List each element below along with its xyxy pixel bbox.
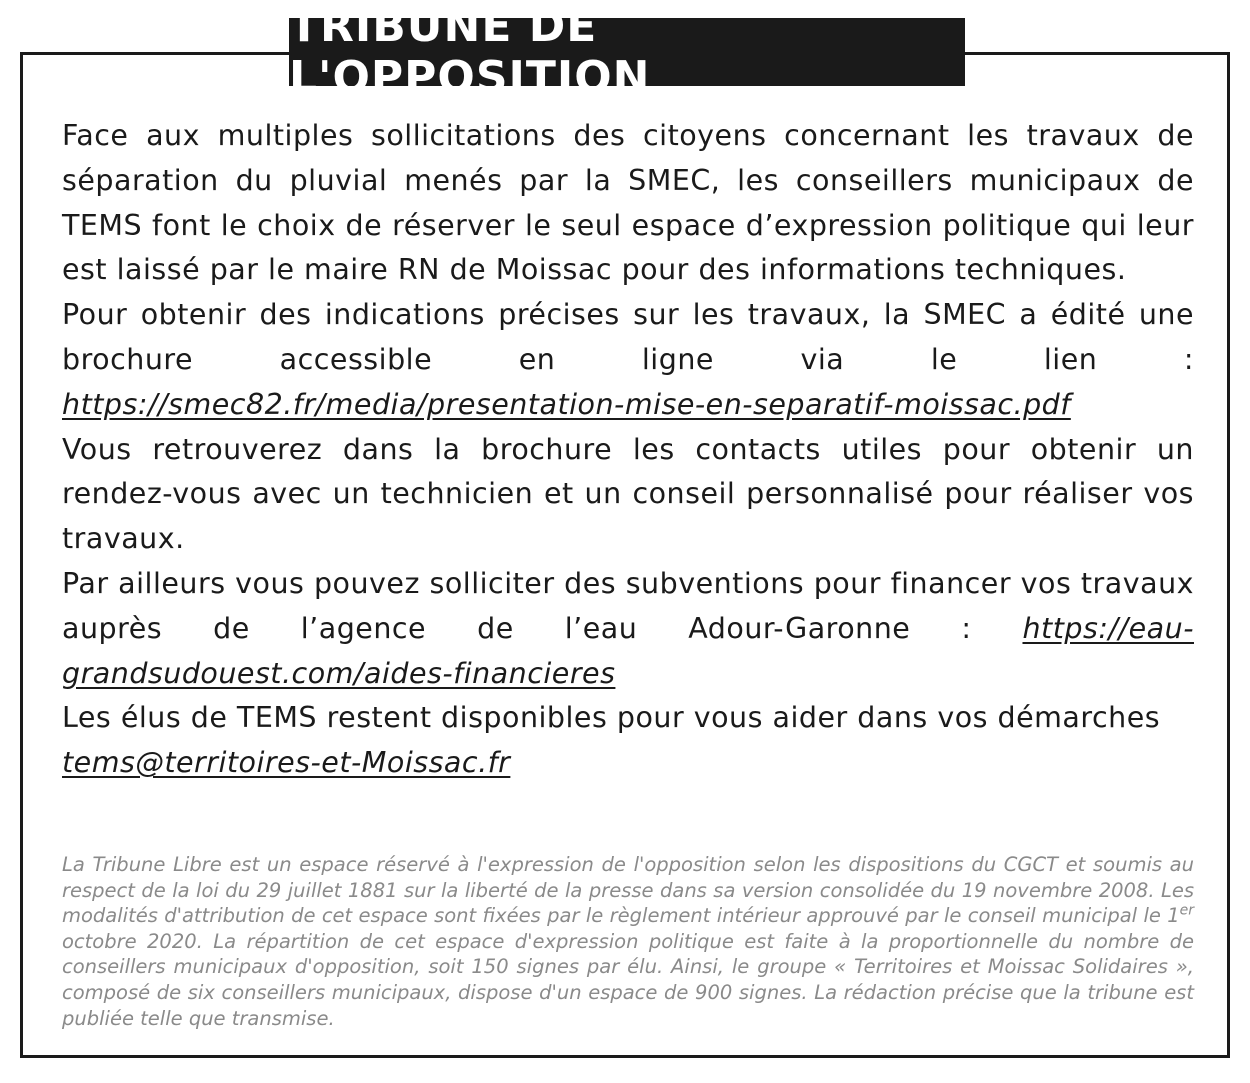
paragraph-contact-email: Les élus de TEMS restent disponibles pour vous aider dans vos démarches tems@territoires-et-Moissac.fr	[62, 701, 1161, 780]
subsidies-link[interactable]: https://eau-grandsudouest.com/aides-financieres	[62, 611, 1194, 690]
smec-brochure-link[interactable]: https://smec82.fr/media/presentation-mise-en-separatif-moissac.pdf	[62, 387, 1071, 421]
tems-email-link[interactable]: tems@territoires-et-Moissac.fr	[62, 746, 511, 780]
page-title: TRIBUNE DE L'OPPOSITION	[289, 18, 965, 86]
paragraph-subsidies: Par ailleurs vous pouvez solliciter des subventions pour financer vos travaux auprès de l’agence de l’eau Adour-Garonne : https://eau-grandsudouest.com/aides-financieres	[62, 566, 1194, 690]
legal-notice: La Tribune Libre est un espace réservé à l'expression de l'opposition selon les dispositions du CGCT et soumis au respect de la loi du 29 juillet 1881 sur la liberté de la presse dans sa version consolidée du 19 novembre 2008. Les modalités d'attribution de cet espace sont fixées par le règlement intérieur approuvé par le conseil municipal le 1er octobre 2020. La répartition de cet espace d'expression politique est faite à la proportionnelle du nombre de conseillers municipaux d'opposition, soit 150 signes par élu. Ainsi, le groupe « Territoires et Moissac Solidaires », composé de six conseillers municipaux, dispose d'un espace de 900 signes. La rédaction précise que la tribune est publiée telle que transmise.	[62, 853, 1194, 1030]
tribune-body	[62, 114, 1194, 786]
paragraph-intro: Face aux multiples sollicitations des citoyens concernant les travaux de séparation du pluvial menés par la SMEC, les conseillers municipaux de TEMS font le choix de réserver le seul espace d’expression politique qui leur est laissé par le maire RN de Moissac pour des informations techniques.	[62, 119, 1194, 287]
paragraph-brochure: Pour obtenir des indications précises sur les travaux, la SMEC a édité une brochure accessible en ligne via le lien : https://smec82.fr/media/presentation-mise-en-separatif-moissac.pdf	[62, 298, 1194, 421]
paragraph-contacts: Vous retrouverez dans la brochure les contacts utiles pour obtenir un rendez-vous avec un technicien et un conseil personnalisé pour réaliser vos travaux.	[62, 432, 1194, 556]
ordinal-suffix: er	[1179, 902, 1194, 919]
